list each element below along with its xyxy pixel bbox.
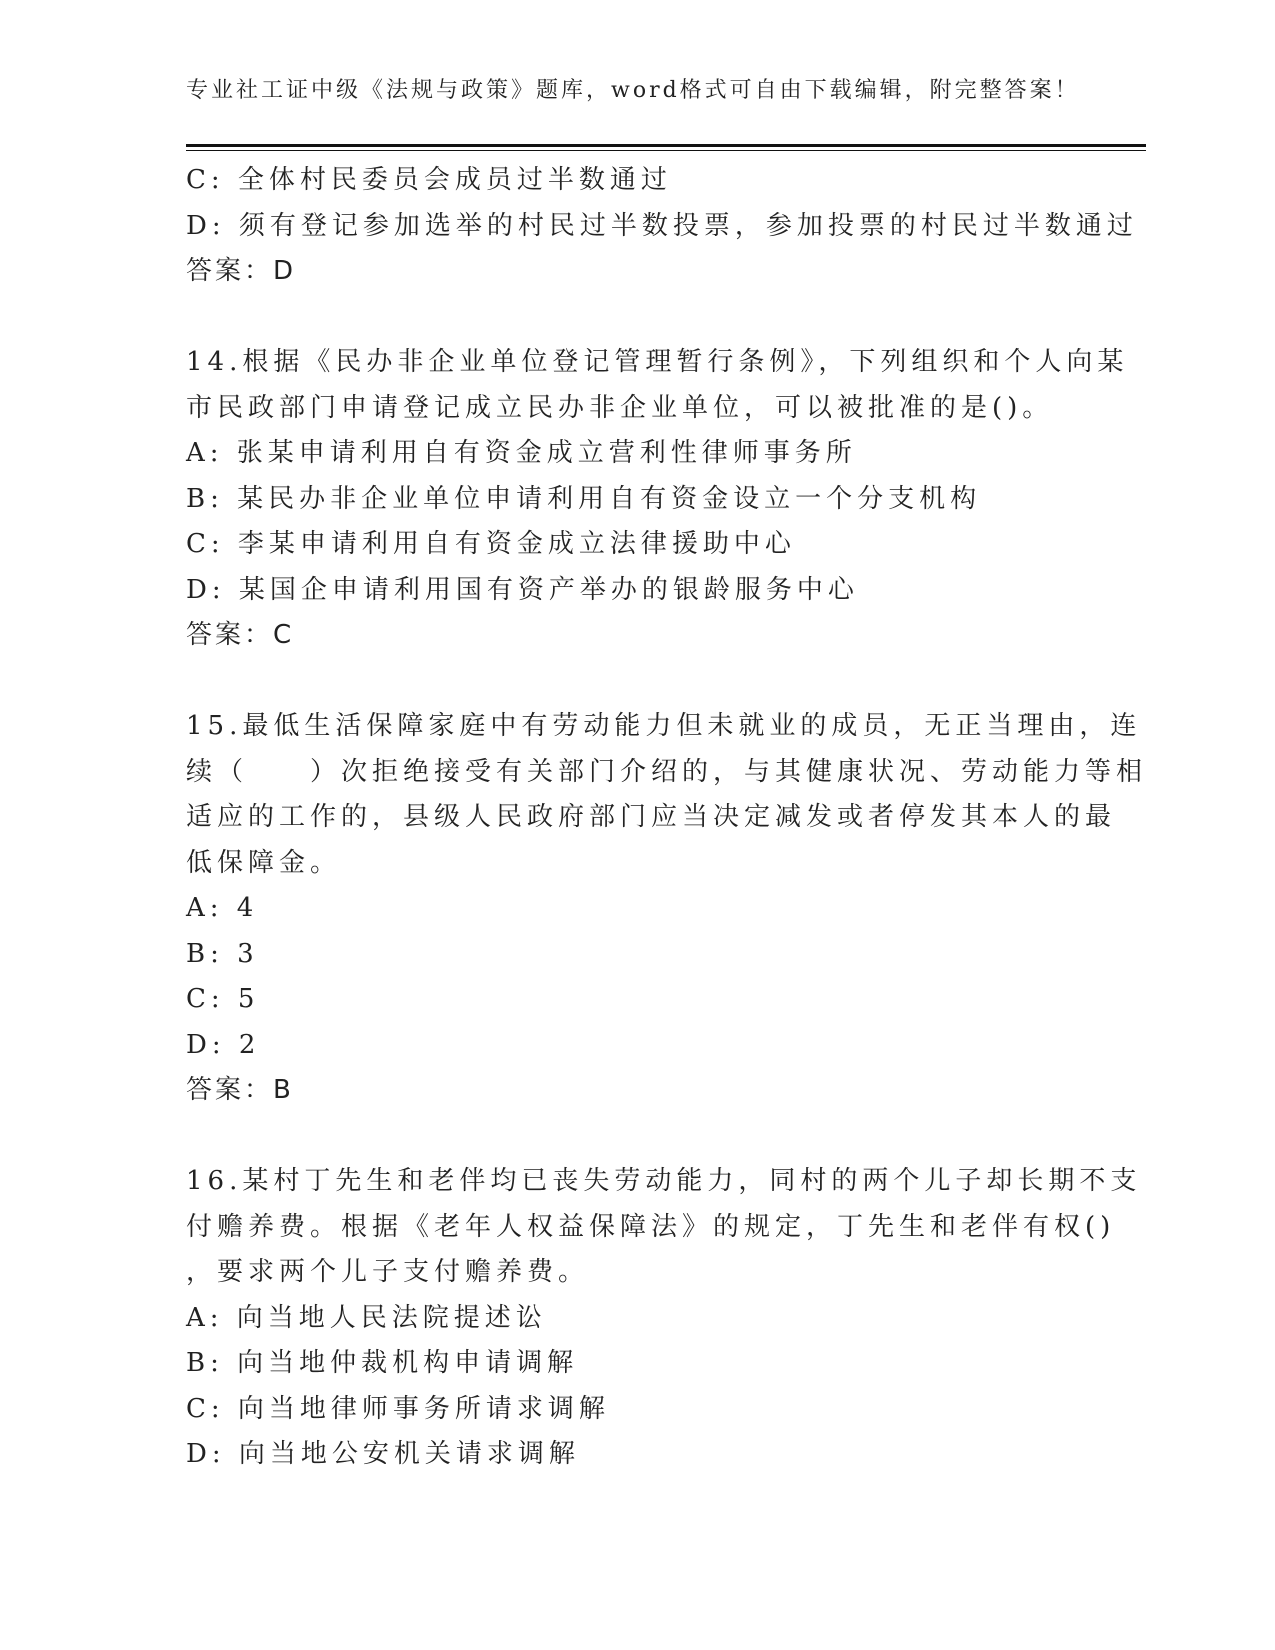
header-rule-thin xyxy=(186,150,1146,151)
question-14-option-c: C: 李某申请利用自有资金成立法律援助中心 xyxy=(186,529,796,559)
question-16-option-c: C: 向当地律师事务所请求调解 xyxy=(186,1393,610,1424)
question-15-line-3: 适应的工作的，县级人民政府部门应当决定减发或者停发其本人的最 xyxy=(186,802,1117,832)
question-15-option-c: C: 5 xyxy=(186,984,260,1014)
question-15-line-2: 续（ ）次拒绝接受有关部门介绍的，与其健康状况、劳动能力等相 xyxy=(186,756,1148,787)
question-14-option-d: D: 某国企申请利用国有资产举办的银龄服务中心 xyxy=(186,574,859,605)
question-14-option-a: A: 张某申请利用自有资金成立营利性律师事务所 xyxy=(186,438,857,468)
question-15-option-a: A: 4 xyxy=(186,893,259,923)
question-14-option-b: B: 某民办非企业单位申请利用自有资金设立一个分支机构 xyxy=(186,483,982,514)
question-15-option-d: D: 2 xyxy=(186,1029,261,1060)
question-content xyxy=(186,158,1148,1478)
answer-15: 答案：B xyxy=(186,1075,294,1105)
question-15-option-b: B: 3 xyxy=(186,938,259,969)
spacer xyxy=(186,659,1076,705)
question-16-option-a: A: 向当地人民法院提述讼 xyxy=(186,1302,547,1333)
question-14-line-1: 14.根据《民办非企业单位登记管理暂行条例》，下列组织和个人向某 xyxy=(186,347,1129,377)
header-rule-thick xyxy=(186,144,1146,147)
page-header: 专业社工证中级《法规与政策》题库，word格式可自由下载编辑，附完整答案！ xyxy=(186,78,1080,103)
spacer xyxy=(186,1114,1076,1160)
question-15-line-1: 15.最低生活保障家庭中有劳动能力但未就业的成员，无正当理由，连 xyxy=(186,711,1142,741)
question-16-line-2: 付赡养费。根据《老年人权益保障法》的规定，丁先生和老伴有权() xyxy=(186,1211,1116,1242)
question-16-option-d: D: 向当地公安机关请求调解 xyxy=(186,1439,580,1469)
question-16-line-1: 16.某村丁先生和老伴均已丧失劳动能力，同村的两个儿子却长期不支 xyxy=(186,1166,1142,1196)
answer-13: 答案：D xyxy=(186,256,297,286)
option-c: C: 全体村民委员会成员过半数通过 xyxy=(186,165,672,195)
question-15-line-4: 低保障金。 xyxy=(186,847,342,878)
question-16-line-3: ，要求两个儿子支付赡养费。 xyxy=(186,1257,590,1287)
question-14-line-2: 市民政部门申请登记成立民办非企业单位，可以被批准的是()。 xyxy=(186,392,1054,423)
question-16-option-b: B: 向当地仲裁机构申请调解 xyxy=(186,1348,579,1378)
answer-14: 答案：C xyxy=(186,620,295,650)
spacer xyxy=(186,295,1076,341)
option-d: D: 须有登记参加选举的村民过半数投票，参加投票的村民过半数通过 xyxy=(186,210,1138,241)
